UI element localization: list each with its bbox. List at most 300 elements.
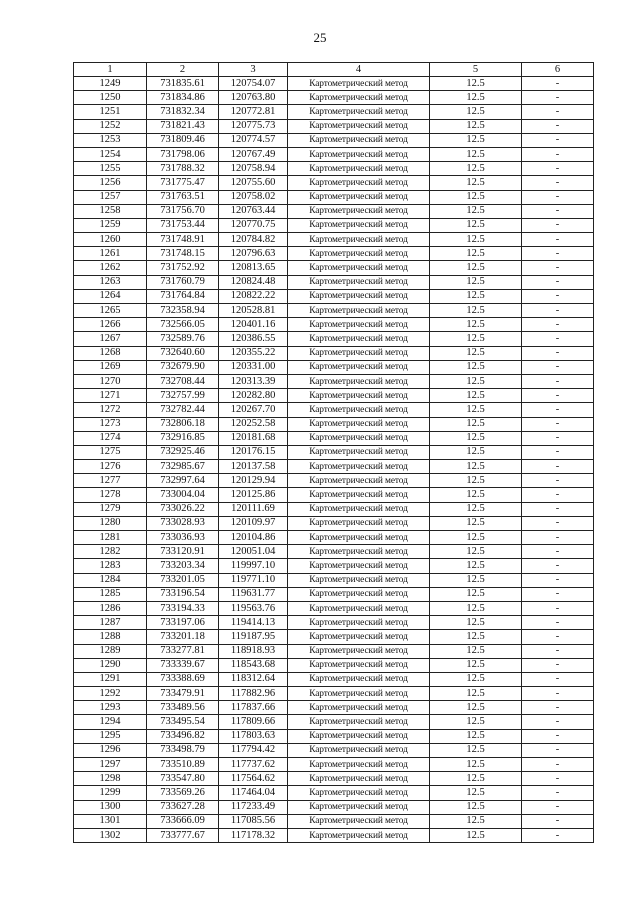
table-row (74, 573, 594, 587)
y-coordinate-cell: 119187.95 (219, 630, 288, 644)
x-coordinate-cell: 731835.61 (147, 77, 219, 91)
note-cell: - (522, 758, 594, 772)
note-cell: - (522, 360, 594, 374)
accuracy-cell: 12.5 (430, 531, 522, 545)
y-coordinate-cell: 117464.04 (219, 786, 288, 800)
accuracy-cell: 12.5 (430, 176, 522, 190)
accuracy-cell: 12.5 (430, 403, 522, 417)
table-row (74, 162, 594, 176)
accuracy-cell: 12.5 (430, 105, 522, 119)
accuracy-cell: 12.5 (430, 360, 522, 374)
accuracy-cell: 12.5 (430, 800, 522, 814)
x-coordinate-cell: 731764.84 (147, 289, 219, 303)
method-cell: Картометрический метод (288, 644, 430, 658)
y-coordinate-cell: 120528.81 (219, 304, 288, 318)
note-cell: - (522, 573, 594, 587)
table-row (74, 91, 594, 105)
point-number-cell: 1287 (74, 616, 147, 630)
accuracy-cell: 12.5 (430, 374, 522, 388)
x-coordinate-cell: 733777.67 (147, 828, 219, 842)
method-cell: Картометрический метод (288, 247, 430, 261)
note-cell: - (522, 389, 594, 403)
x-coordinate-cell: 731809.46 (147, 133, 219, 147)
point-number-cell: 1301 (74, 814, 147, 828)
accuracy-cell: 12.5 (430, 275, 522, 289)
y-coordinate-cell: 118918.93 (219, 644, 288, 658)
accuracy-cell: 12.5 (430, 147, 522, 161)
y-coordinate-cell: 120386.55 (219, 332, 288, 346)
note-cell: - (522, 176, 594, 190)
x-coordinate-cell: 732566.05 (147, 318, 219, 332)
table-row (74, 147, 594, 161)
point-number-cell: 1267 (74, 332, 147, 346)
table-row (74, 531, 594, 545)
x-coordinate-cell: 733479.91 (147, 687, 219, 701)
y-coordinate-cell: 118543.68 (219, 658, 288, 672)
note-cell: - (522, 431, 594, 445)
y-coordinate-cell: 120111.69 (219, 502, 288, 516)
point-number-cell: 1251 (74, 105, 147, 119)
point-number-cell: 1256 (74, 176, 147, 190)
method-cell: Картометрический метод (288, 133, 430, 147)
table-row (74, 743, 594, 757)
point-number-cell: 1262 (74, 261, 147, 275)
table-row (74, 431, 594, 445)
y-coordinate-cell: 120758.02 (219, 190, 288, 204)
y-coordinate-cell: 120755.60 (219, 176, 288, 190)
note-cell: - (522, 729, 594, 743)
x-coordinate-cell: 731756.70 (147, 204, 219, 218)
y-coordinate-cell: 120758.94 (219, 162, 288, 176)
note-cell: - (522, 204, 594, 218)
accuracy-cell: 12.5 (430, 460, 522, 474)
y-coordinate-cell: 120796.63 (219, 247, 288, 261)
x-coordinate-cell: 733388.69 (147, 672, 219, 686)
x-coordinate-cell: 733498.79 (147, 743, 219, 757)
method-cell: Картометрический метод (288, 318, 430, 332)
accuracy-cell: 12.5 (430, 218, 522, 232)
x-coordinate-cell: 732679.90 (147, 360, 219, 374)
note-cell: - (522, 715, 594, 729)
table-row (74, 715, 594, 729)
table-row (74, 119, 594, 133)
point-number-cell: 1285 (74, 587, 147, 601)
x-coordinate-cell: 731821.43 (147, 119, 219, 133)
y-coordinate-cell: 117803.63 (219, 729, 288, 743)
y-coordinate-cell: 120767.49 (219, 147, 288, 161)
x-coordinate-cell: 731775.47 (147, 176, 219, 190)
accuracy-cell: 12.5 (430, 289, 522, 303)
y-coordinate-cell: 119771.10 (219, 573, 288, 587)
point-number-cell: 1302 (74, 828, 147, 842)
note-cell: - (522, 147, 594, 161)
accuracy-cell: 12.5 (430, 190, 522, 204)
method-cell: Картометрический метод (288, 403, 430, 417)
y-coordinate-cell: 117737.62 (219, 758, 288, 772)
point-number-cell: 1268 (74, 346, 147, 360)
method-cell: Картометрический метод (288, 772, 430, 786)
table-row (74, 403, 594, 417)
point-number-cell: 1273 (74, 417, 147, 431)
method-cell: Картометрический метод (288, 630, 430, 644)
y-coordinate-cell: 120763.80 (219, 91, 288, 105)
point-number-cell: 1292 (74, 687, 147, 701)
point-number-cell: 1254 (74, 147, 147, 161)
accuracy-cell: 12.5 (430, 630, 522, 644)
point-number-cell: 1269 (74, 360, 147, 374)
x-coordinate-cell: 732640.60 (147, 346, 219, 360)
y-coordinate-cell: 120824.48 (219, 275, 288, 289)
point-number-cell: 1280 (74, 516, 147, 530)
table-row (74, 190, 594, 204)
note-cell: - (522, 460, 594, 474)
table-row (74, 687, 594, 701)
accuracy-cell: 12.5 (430, 616, 522, 630)
y-coordinate-cell: 120137.58 (219, 460, 288, 474)
column-header-5: 5 (430, 63, 522, 77)
note-cell: - (522, 318, 594, 332)
method-cell: Картометрический метод (288, 828, 430, 842)
method-cell: Картометрический метод (288, 162, 430, 176)
y-coordinate-cell: 120772.81 (219, 105, 288, 119)
y-coordinate-cell: 120282.80 (219, 389, 288, 403)
table-row (74, 261, 594, 275)
table-row (74, 275, 594, 289)
method-cell: Картометрический метод (288, 729, 430, 743)
accuracy-cell: 12.5 (430, 204, 522, 218)
table-row (74, 545, 594, 559)
y-coordinate-cell: 117233.49 (219, 800, 288, 814)
note-cell: - (522, 559, 594, 573)
table-row (74, 289, 594, 303)
x-coordinate-cell: 731788.32 (147, 162, 219, 176)
point-number-cell: 1250 (74, 91, 147, 105)
x-coordinate-cell: 733036.93 (147, 531, 219, 545)
point-number-cell: 1282 (74, 545, 147, 559)
y-coordinate-cell: 117837.66 (219, 701, 288, 715)
x-coordinate-cell: 733196.54 (147, 587, 219, 601)
point-number-cell: 1298 (74, 772, 147, 786)
accuracy-cell: 12.5 (430, 318, 522, 332)
accuracy-cell: 12.5 (430, 545, 522, 559)
y-coordinate-cell: 120770.75 (219, 218, 288, 232)
x-coordinate-cell: 731763.51 (147, 190, 219, 204)
column-header-3: 3 (219, 63, 288, 77)
method-cell: Картометрический метод (288, 601, 430, 615)
point-number-cell: 1299 (74, 786, 147, 800)
method-cell: Картометрический метод (288, 658, 430, 672)
method-cell: Картометрический метод (288, 332, 430, 346)
table-row (74, 601, 594, 615)
point-number-cell: 1290 (74, 658, 147, 672)
table-row (74, 346, 594, 360)
method-cell: Картометрический метод (288, 233, 430, 247)
y-coordinate-cell: 120355.22 (219, 346, 288, 360)
y-coordinate-cell: 120181.68 (219, 431, 288, 445)
point-number-cell: 1283 (74, 559, 147, 573)
point-number-cell: 1281 (74, 531, 147, 545)
x-coordinate-cell: 733547.80 (147, 772, 219, 786)
method-cell: Картометрический метод (288, 701, 430, 715)
note-cell: - (522, 218, 594, 232)
point-number-cell: 1249 (74, 77, 147, 91)
point-number-cell: 1293 (74, 701, 147, 715)
method-cell: Картометрический метод (288, 814, 430, 828)
point-number-cell: 1264 (74, 289, 147, 303)
note-cell: - (522, 247, 594, 261)
method-cell: Картометрический метод (288, 119, 430, 133)
method-cell: Картометрический метод (288, 389, 430, 403)
y-coordinate-cell: 120125.86 (219, 488, 288, 502)
y-coordinate-cell: 120813.65 (219, 261, 288, 275)
x-coordinate-cell: 731748.15 (147, 247, 219, 261)
accuracy-cell: 12.5 (430, 672, 522, 686)
note-cell: - (522, 77, 594, 91)
x-coordinate-cell: 733201.05 (147, 573, 219, 587)
note-cell: - (522, 119, 594, 133)
table-row (74, 488, 594, 502)
accuracy-cell: 12.5 (430, 77, 522, 91)
point-number-cell: 1276 (74, 460, 147, 474)
column-header-6: 6 (522, 63, 594, 77)
accuracy-cell: 12.5 (430, 601, 522, 615)
point-number-cell: 1274 (74, 431, 147, 445)
y-coordinate-cell: 117178.32 (219, 828, 288, 842)
x-coordinate-cell: 732997.64 (147, 474, 219, 488)
y-coordinate-cell: 120313.39 (219, 374, 288, 388)
table-row (74, 389, 594, 403)
table-row (74, 247, 594, 261)
point-number-cell: 1255 (74, 162, 147, 176)
note-cell: - (522, 417, 594, 431)
note-cell: - (522, 701, 594, 715)
method-cell: Картометрический метод (288, 431, 430, 445)
table-row (74, 559, 594, 573)
table-row (74, 672, 594, 686)
method-cell: Картометрический метод (288, 105, 430, 119)
point-number-cell: 1266 (74, 318, 147, 332)
y-coordinate-cell: 117794.42 (219, 743, 288, 757)
note-cell: - (522, 800, 594, 814)
table-row (74, 630, 594, 644)
table-row (74, 474, 594, 488)
accuracy-cell: 12.5 (430, 573, 522, 587)
note-cell: - (522, 105, 594, 119)
y-coordinate-cell: 120822.22 (219, 289, 288, 303)
table-row (74, 417, 594, 431)
point-number-cell: 1259 (74, 218, 147, 232)
note-cell: - (522, 545, 594, 559)
method-cell: Картометрический метод (288, 616, 430, 630)
x-coordinate-cell: 733026.22 (147, 502, 219, 516)
x-coordinate-cell: 731798.06 (147, 147, 219, 161)
note-cell: - (522, 587, 594, 601)
accuracy-cell: 12.5 (430, 743, 522, 757)
table-row (74, 786, 594, 800)
table-row (74, 77, 594, 91)
y-coordinate-cell: 120051.04 (219, 545, 288, 559)
method-cell: Картометрический метод (288, 289, 430, 303)
point-number-cell: 1265 (74, 304, 147, 318)
accuracy-cell: 12.5 (430, 233, 522, 247)
y-coordinate-cell: 120774.57 (219, 133, 288, 147)
note-cell: - (522, 630, 594, 644)
point-number-cell: 1296 (74, 743, 147, 757)
method-cell: Картометрический метод (288, 587, 430, 601)
table-row (74, 460, 594, 474)
note-cell: - (522, 644, 594, 658)
accuracy-cell: 12.5 (430, 247, 522, 261)
accuracy-cell: 12.5 (430, 758, 522, 772)
table-row (74, 616, 594, 630)
note-cell: - (522, 828, 594, 842)
accuracy-cell: 12.5 (430, 162, 522, 176)
point-number-cell: 1300 (74, 800, 147, 814)
accuracy-cell: 12.5 (430, 658, 522, 672)
x-coordinate-cell: 732925.46 (147, 445, 219, 459)
accuracy-cell: 12.5 (430, 417, 522, 431)
column-header-2: 2 (147, 63, 219, 77)
table-row (74, 105, 594, 119)
table-row (74, 814, 594, 828)
accuracy-cell: 12.5 (430, 332, 522, 346)
x-coordinate-cell: 731832.34 (147, 105, 219, 119)
method-cell: Картометрический метод (288, 204, 430, 218)
table-row (74, 758, 594, 772)
method-cell: Картометрический метод (288, 743, 430, 757)
method-cell: Картометрический метод (288, 445, 430, 459)
x-coordinate-cell: 733569.26 (147, 786, 219, 800)
point-number-cell: 1261 (74, 247, 147, 261)
note-cell: - (522, 814, 594, 828)
accuracy-cell: 12.5 (430, 133, 522, 147)
accuracy-cell: 12.5 (430, 488, 522, 502)
point-number-cell: 1253 (74, 133, 147, 147)
method-cell: Картометрический метод (288, 346, 430, 360)
table-row (74, 133, 594, 147)
point-number-cell: 1260 (74, 233, 147, 247)
accuracy-cell: 12.5 (430, 786, 522, 800)
y-coordinate-cell: 120252.58 (219, 417, 288, 431)
method-cell: Картометрический метод (288, 488, 430, 502)
accuracy-cell: 12.5 (430, 559, 522, 573)
x-coordinate-cell: 731752.92 (147, 261, 219, 275)
x-coordinate-cell: 733120.91 (147, 545, 219, 559)
accuracy-cell: 12.5 (430, 502, 522, 516)
accuracy-cell: 12.5 (430, 516, 522, 530)
note-cell: - (522, 474, 594, 488)
method-cell: Картометрический метод (288, 800, 430, 814)
note-cell: - (522, 332, 594, 346)
note-cell: - (522, 658, 594, 672)
note-cell: - (522, 531, 594, 545)
note-cell: - (522, 261, 594, 275)
accuracy-cell: 12.5 (430, 814, 522, 828)
table-row (74, 772, 594, 786)
y-coordinate-cell: 120401.16 (219, 318, 288, 332)
table-row (74, 332, 594, 346)
method-cell: Картометрический метод (288, 786, 430, 800)
point-number-cell: 1291 (74, 672, 147, 686)
point-number-cell: 1284 (74, 573, 147, 587)
accuracy-cell: 12.5 (430, 729, 522, 743)
accuracy-cell: 12.5 (430, 701, 522, 715)
y-coordinate-cell: 119563.76 (219, 601, 288, 615)
method-cell: Картометрический метод (288, 304, 430, 318)
accuracy-cell: 12.5 (430, 346, 522, 360)
method-cell: Картометрический метод (288, 261, 430, 275)
point-number-cell: 1270 (74, 374, 147, 388)
table-row (74, 800, 594, 814)
method-cell: Картометрический метод (288, 715, 430, 729)
method-cell: Картометрический метод (288, 559, 430, 573)
table-row (74, 658, 594, 672)
note-cell: - (522, 190, 594, 204)
point-number-cell: 1252 (74, 119, 147, 133)
point-number-cell: 1278 (74, 488, 147, 502)
note-cell: - (522, 289, 594, 303)
table-row (74, 828, 594, 842)
point-number-cell: 1295 (74, 729, 147, 743)
method-cell: Картометрический метод (288, 672, 430, 686)
y-coordinate-cell: 120176.15 (219, 445, 288, 459)
x-coordinate-cell: 731748.91 (147, 233, 219, 247)
method-cell: Картометрический метод (288, 502, 430, 516)
method-cell: Картометрический метод (288, 275, 430, 289)
method-cell: Картометрический метод (288, 531, 430, 545)
method-cell: Картометрический метод (288, 474, 430, 488)
note-cell: - (522, 516, 594, 530)
table-row (74, 587, 594, 601)
table-row (74, 374, 594, 388)
y-coordinate-cell: 120763.44 (219, 204, 288, 218)
x-coordinate-cell: 731760.79 (147, 275, 219, 289)
page-number: 25 (313, 30, 327, 45)
y-coordinate-cell: 120104.86 (219, 531, 288, 545)
y-coordinate-cell: 120331.00 (219, 360, 288, 374)
note-cell: - (522, 445, 594, 459)
note-cell: - (522, 374, 594, 388)
method-cell: Картометрический метод (288, 687, 430, 701)
table-row (74, 204, 594, 218)
note-cell: - (522, 488, 594, 502)
y-coordinate-cell: 117809.66 (219, 715, 288, 729)
note-cell: - (522, 91, 594, 105)
method-cell: Картометрический метод (288, 374, 430, 388)
table-row (74, 516, 594, 530)
table-row (74, 304, 594, 318)
note-cell: - (522, 304, 594, 318)
point-number-cell: 1257 (74, 190, 147, 204)
x-coordinate-cell: 732589.76 (147, 332, 219, 346)
point-number-cell: 1271 (74, 389, 147, 403)
x-coordinate-cell: 732806.18 (147, 417, 219, 431)
accuracy-cell: 12.5 (430, 119, 522, 133)
accuracy-cell: 12.5 (430, 431, 522, 445)
x-coordinate-cell: 733489.56 (147, 701, 219, 715)
method-cell: Картометрический метод (288, 516, 430, 530)
y-coordinate-cell: 120109.97 (219, 516, 288, 530)
table-row (74, 502, 594, 516)
method-cell: Картометрический метод (288, 91, 430, 105)
note-cell: - (522, 162, 594, 176)
x-coordinate-cell: 733004.04 (147, 488, 219, 502)
note-cell: - (522, 233, 594, 247)
x-coordinate-cell: 733028.93 (147, 516, 219, 530)
point-number-cell: 1279 (74, 502, 147, 516)
method-cell: Картометрический метод (288, 758, 430, 772)
method-cell: Картометрический метод (288, 460, 430, 474)
